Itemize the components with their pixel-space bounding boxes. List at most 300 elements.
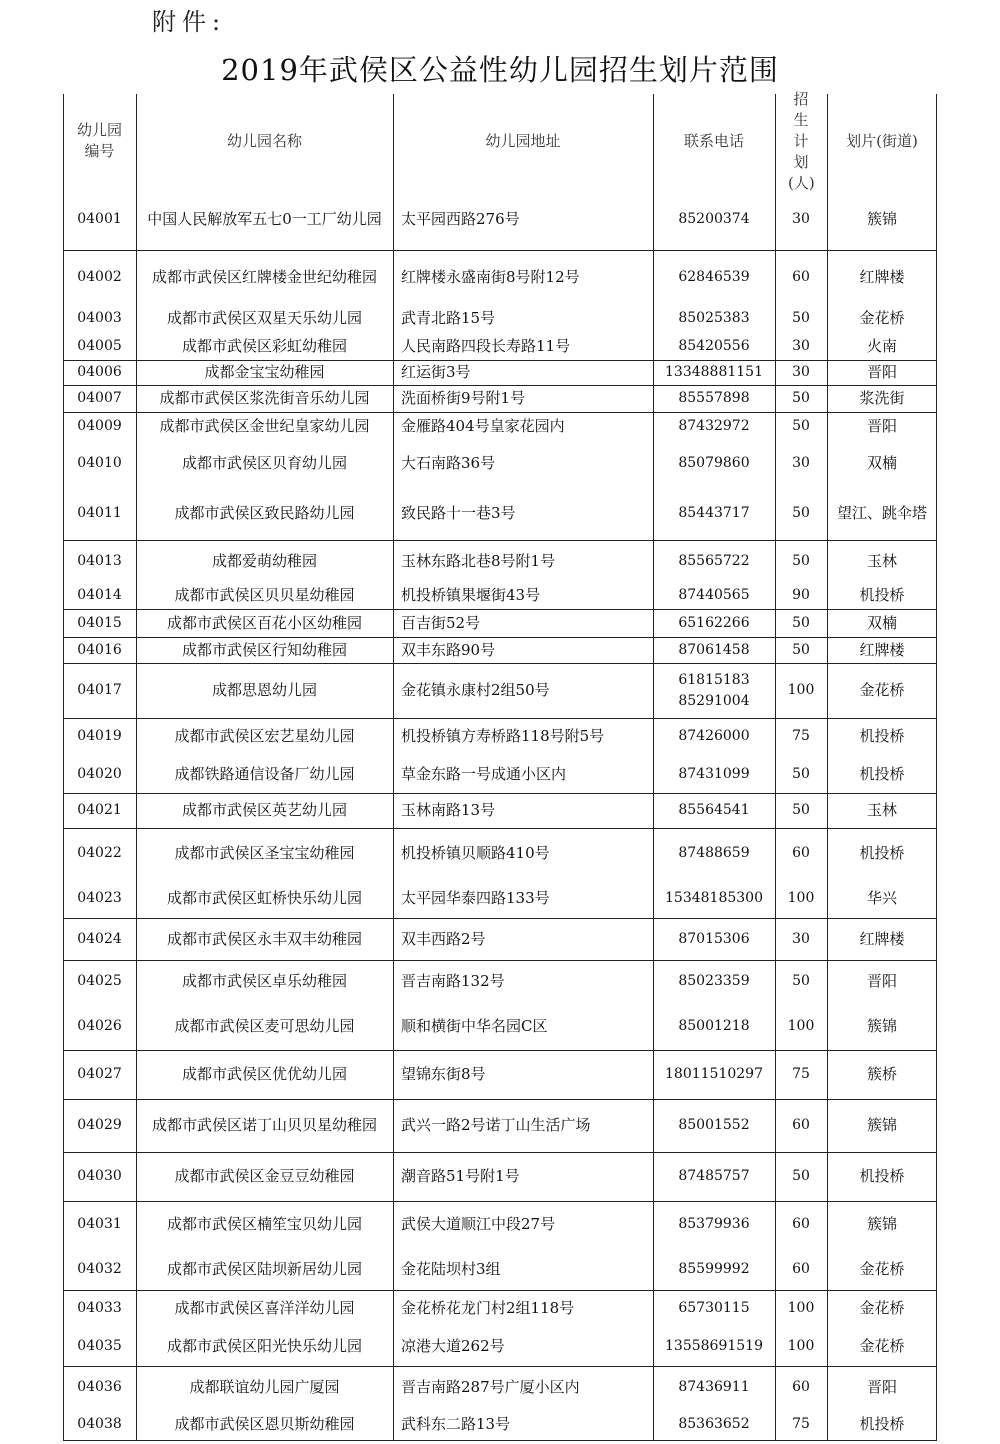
cell-district: [827, 718, 937, 755]
cell-name-text: 成都市武侯区诺丁山贝贝星幼稚园: [151, 1116, 377, 1134]
cell-district: [827, 305, 937, 332]
cell-address: [393, 305, 653, 332]
cell-district-text: 华兴: [866, 888, 897, 907]
cell-district-text: 金花桥: [859, 1259, 905, 1278]
cell-phone: [653, 188, 775, 250]
header-address: [393, 94, 653, 188]
cell-code: [63, 1201, 136, 1248]
cell-district: [827, 385, 937, 412]
cell-name-text: 成都市武侯区行知幼稚园: [181, 640, 347, 659]
cell-address-text: 金花镇永康村2组50号: [401, 681, 550, 699]
cell-name: [136, 487, 393, 540]
cell-plan-text: 30: [792, 364, 810, 380]
cell-district: [827, 1201, 937, 1248]
cell-address-text: 致民路十一巷3号: [401, 504, 516, 522]
cell-phone: [653, 412, 775, 440]
cell-name: [136, 188, 393, 250]
cell-district: [827, 1408, 937, 1440]
cell-district-text: 双楠: [866, 454, 897, 472]
cell-code-text: 04006: [77, 364, 122, 380]
cell-name: [136, 250, 393, 305]
cell-phone: [653, 878, 775, 918]
cell-district-text: 机投桥: [859, 1414, 905, 1433]
cell-code: [63, 637, 136, 663]
cell-name-text: 成都市武侯区红牌楼金世纪幼稚园: [151, 268, 377, 286]
cell-phone-text: 87426000: [678, 728, 750, 744]
cell-phone-text: 65730115: [678, 1300, 750, 1316]
cell-phone-line: 61815183: [678, 671, 750, 688]
attachment-label: 附件:: [152, 8, 227, 36]
cell-plan: [775, 663, 827, 718]
cell-plan-text: 100: [787, 1018, 815, 1034]
cell-name-text: 成都市武侯区陆坝新居幼儿园: [166, 1259, 362, 1278]
cell-code-text: 04020: [77, 765, 122, 782]
cell-name-text: 成都铁路通信设备厂幼儿园: [174, 764, 355, 783]
header-plan-label: 招生计划(人): [788, 89, 815, 192]
cell-name: [136, 1099, 393, 1152]
cell-phone: [653, 718, 775, 755]
cell-plan-text: 50: [792, 310, 810, 326]
cell-phone: [653, 332, 775, 360]
cell-district: [827, 1327, 937, 1366]
cell-plan: [775, 188, 827, 250]
cell-name: [136, 440, 393, 487]
cell-district: [827, 637, 937, 663]
cell-district: [827, 332, 937, 360]
header-phone: [653, 94, 775, 188]
cell-address: [393, 793, 653, 828]
cell-phone-text: 13348881151: [665, 364, 763, 380]
cell-plan: [775, 582, 827, 609]
cell-phone: [653, 1050, 775, 1099]
cell-district: [827, 793, 937, 828]
cell-code-text: 04025: [77, 973, 122, 989]
cell-district: [827, 609, 937, 637]
cell-phone: [653, 793, 775, 828]
cell-address: [393, 250, 653, 305]
cell-address: [393, 360, 653, 385]
cell-code-text: 04010: [77, 455, 122, 471]
cell-name: [136, 1152, 393, 1201]
cell-address: [393, 663, 653, 718]
cell-code-text: 04001: [77, 210, 122, 227]
cell-plan: [775, 540, 827, 582]
cell-plan: [775, 1327, 827, 1366]
cell-plan: [775, 878, 827, 918]
cell-plan: [775, 1248, 827, 1290]
cell-district-text: 红牌楼: [859, 929, 905, 948]
cell-address: [393, 1003, 653, 1050]
cell-name-text: 成都市武侯区贝育幼儿园: [181, 454, 347, 472]
cell-code: [63, 878, 136, 918]
cell-district: [827, 1152, 937, 1201]
cell-code: [63, 188, 136, 250]
cell-plan: [775, 637, 827, 663]
cell-name-text: 成都市武侯区麦可思幼儿园: [174, 1017, 355, 1035]
cell-phone: [653, 487, 775, 540]
cell-phone-text: 85363652: [678, 1415, 750, 1432]
cell-address: [393, 332, 653, 360]
cell-address: [393, 188, 653, 250]
cell-phone-text: 85599992: [678, 1260, 750, 1277]
cell-phone-text: 87431099: [678, 765, 750, 782]
cell-plan: [775, 718, 827, 755]
cell-address-text: 大石南路36号: [401, 454, 496, 472]
cell-code-text: 04029: [77, 1117, 122, 1133]
cell-name-text: 成都爱萌幼稚园: [211, 551, 317, 570]
cell-phone: [653, 1290, 775, 1327]
cell-name: [136, 1248, 393, 1290]
cell-phone: [653, 540, 775, 582]
cell-phone-text: 85564541: [678, 802, 750, 818]
cell-address: [393, 440, 653, 487]
cell-district: [827, 360, 937, 385]
cell-phone: [653, 1327, 775, 1366]
cell-code: [63, 793, 136, 828]
cell-address: [393, 412, 653, 440]
cell-plan: [775, 1003, 827, 1050]
cell-district: [827, 540, 937, 582]
cell-address: [393, 1327, 653, 1366]
cell-name: [136, 1003, 393, 1050]
cell-name: [136, 360, 393, 385]
cell-code: [63, 718, 136, 755]
cell-district-text: 金花桥: [859, 1337, 905, 1355]
cell-district-text: 望江、跳伞塔: [837, 504, 928, 522]
cell-plan-text: 50: [792, 1168, 810, 1184]
cell-code-text: 04023: [77, 889, 122, 906]
cell-phone: [653, 1366, 775, 1408]
cell-district-text: 金花桥: [859, 309, 905, 327]
cell-phone: [653, 582, 775, 609]
cell-name: [136, 718, 393, 755]
cell-plan-text: 50: [792, 765, 810, 782]
header-district-label: 划片(街道): [846, 131, 918, 150]
cell-name: [136, 1366, 393, 1408]
cell-address-text: 机投桥镇贝顺路410号: [401, 843, 550, 862]
cell-name: [136, 637, 393, 663]
cell-phone: [653, 1003, 775, 1050]
cell-plan: [775, 332, 827, 360]
cell-district-text: 玉林: [866, 801, 897, 819]
cell-address: [393, 1248, 653, 1290]
cell-code: [63, 332, 136, 360]
cell-district: [827, 1050, 937, 1099]
cell-district: [827, 1003, 937, 1050]
cell-name-text: 成都思恩幼儿园: [211, 681, 317, 699]
cell-address-text: 晋吉南路287号广厦小区内: [401, 1377, 580, 1396]
cell-district-text: 晋阳: [866, 972, 897, 990]
cell-code: [63, 1248, 136, 1290]
cell-plan: [775, 360, 827, 385]
cell-address: [393, 718, 653, 755]
cell-plan: [775, 305, 827, 332]
cell-district-text: 簇桥: [866, 1065, 897, 1083]
cell-district-text: 红牌楼: [859, 268, 905, 286]
cell-name: [136, 305, 393, 332]
cell-code: [63, 1152, 136, 1201]
cell-address-text: 机投桥镇果堰街43号: [401, 586, 541, 604]
cell-code: [63, 540, 136, 582]
cell-name: [136, 918, 393, 960]
cell-name-text: 成都市武侯区卓乐幼稚园: [181, 972, 347, 990]
cell-plan-text: 30: [792, 337, 810, 354]
cell-district: [827, 412, 937, 440]
cell-phone-text: 85079860: [678, 455, 750, 471]
cell-district-text: 火南: [866, 336, 897, 355]
cell-plan: [775, 828, 827, 878]
cell-code-text: 04014: [77, 587, 122, 603]
cell-address-text: 双丰西路2号: [401, 929, 486, 948]
cell-address: [393, 918, 653, 960]
cell-phone-text: 85420556: [678, 337, 750, 354]
cell-code-text: 04030: [77, 1168, 122, 1184]
cell-district: [827, 582, 937, 609]
cell-code: [63, 582, 136, 609]
cell-district: [827, 188, 937, 250]
cell-name-text: 成都市武侯区浆洗街音乐幼儿园: [159, 389, 370, 407]
cell-code-text: 04035: [77, 1338, 122, 1354]
enrollment-table: [63, 89, 937, 1440]
cell-name-text: 成都市武侯区贝贝星幼稚园: [174, 586, 355, 604]
cell-plan-text: 60: [792, 1117, 810, 1133]
cell-code-text: 04007: [77, 390, 122, 406]
cell-name: [136, 793, 393, 828]
cell-name: [136, 878, 393, 918]
cell-phone-text: 85023359: [678, 973, 750, 989]
cell-phone-text: 85025383: [678, 310, 750, 326]
cell-address-text: 金花桥花龙门村2组118号: [401, 1299, 575, 1317]
cell-district: [827, 878, 937, 918]
cell-address: [393, 1152, 653, 1201]
cell-district-text: 机投桥: [859, 843, 905, 862]
cell-name: [136, 332, 393, 360]
cell-address: [393, 582, 653, 609]
cell-name-text: 成都市武侯区英艺幼儿园: [181, 801, 347, 819]
cell-phone-line: 85291004: [678, 692, 750, 709]
cell-address-text: 武青北路15号: [401, 309, 496, 327]
cell-code: [63, 755, 136, 793]
cell-district: [827, 663, 937, 718]
cell-phone: [653, 360, 775, 385]
cell-name: [136, 1201, 393, 1248]
cell-address-text: 草金东路一号成通小区内: [401, 764, 567, 783]
cell-phone-text: 18011510297: [665, 1066, 763, 1082]
cell-phone-text: 65162266: [678, 614, 750, 631]
cell-address: [393, 487, 653, 540]
cell-plan: [775, 1290, 827, 1327]
cell-plan-text: 30: [792, 930, 810, 947]
cell-address: [393, 1366, 653, 1408]
cell-phone: [653, 637, 775, 663]
page-title: 2019年武侯区公益性幼儿园招生划片范围: [221, 53, 779, 87]
cell-code-text: 04036: [77, 1378, 122, 1395]
header-name-label: 幼儿园名称: [226, 131, 302, 150]
cell-district-text: 金花桥: [859, 681, 905, 699]
cell-name-text: 成都市武侯区致民路幼儿园: [174, 504, 355, 522]
cell-address-text: 金雁路404号皇家花园内: [401, 416, 565, 435]
cell-address: [393, 1290, 653, 1327]
cell-code-text: 04031: [77, 1216, 122, 1232]
cell-code-text: 04024: [77, 930, 122, 947]
header-name: [136, 94, 393, 188]
cell-phone: [653, 609, 775, 637]
cell-plan: [775, 1099, 827, 1152]
cell-phone: [653, 385, 775, 412]
cell-phone: [653, 1408, 775, 1440]
cell-code: [63, 305, 136, 332]
cell-address-text: 机投桥镇方寿桥路118号附5号: [401, 727, 605, 745]
cell-district-text: 玉林: [866, 551, 897, 570]
cell-district-text: 机投桥: [859, 764, 905, 783]
cell-name-text: 成都市武侯区优优幼儿园: [181, 1065, 347, 1083]
cell-address: [393, 828, 653, 878]
cell-district-text: 簇锦: [866, 1116, 897, 1134]
cell-code: [63, 1366, 136, 1408]
cell-phone: [653, 1201, 775, 1248]
cell-code: [63, 360, 136, 385]
cell-code: [63, 1408, 136, 1440]
cell-name: [136, 540, 393, 582]
cell-code: [63, 440, 136, 487]
cell-code-text: 04015: [77, 614, 122, 631]
cell-district: [827, 1366, 937, 1408]
cell-district: [827, 828, 937, 878]
cell-code: [63, 385, 136, 412]
cell-name: [136, 1408, 393, 1440]
cell-code-text: 04022: [77, 844, 122, 861]
cell-phone: [653, 305, 775, 332]
cell-address-text: 武侯大道顺江中段27号: [401, 1215, 556, 1233]
cell-address-text: 红牌楼永盛南街8号附12号: [401, 268, 580, 286]
cell-name-text: 成都联谊幼儿园广厦园: [189, 1377, 340, 1396]
cell-code-text: 04003: [77, 310, 122, 326]
cell-name-text: 成都市武侯区双星天乐幼儿园: [166, 309, 362, 327]
cell-plan-text: 60: [792, 1216, 810, 1232]
cell-district: [827, 1290, 937, 1327]
cell-name: [136, 582, 393, 609]
cell-name: [136, 1290, 393, 1327]
cell-phone-text: 87015306: [678, 930, 750, 947]
cell-phone-text: 87432972: [678, 417, 750, 434]
cell-district-text: 双楠: [866, 613, 897, 632]
cell-address: [393, 609, 653, 637]
cell-code-text: 04017: [77, 682, 122, 698]
cell-address-text: 红运街3号: [401, 363, 471, 381]
cell-code-text: 04019: [77, 728, 122, 744]
cell-address-text: 金花陆坝村3组: [401, 1259, 501, 1278]
cell-address-text: 太平园西路276号: [401, 209, 520, 228]
header-district: [827, 94, 937, 188]
cell-name: [136, 609, 393, 637]
cell-phone: [653, 440, 775, 487]
cell-name-text: 成都市武侯区永丰双丰幼稚园: [166, 929, 362, 948]
header-code: [63, 94, 136, 188]
cell-name-text: 成都市武侯区虹桥快乐幼儿园: [166, 888, 362, 907]
cell-phone-text: 87485757: [678, 1168, 750, 1184]
cell-phone-text: 85200374: [678, 210, 750, 227]
cell-name: [136, 960, 393, 1003]
cell-code-text: 04009: [77, 417, 122, 434]
cell-name-text: 成都市武侯区金世纪皇家幼儿园: [159, 416, 370, 435]
cell-phone: [653, 960, 775, 1003]
cell-address-text: 百吉街52号: [401, 613, 481, 632]
cell-address-text: 晋吉南路132号: [401, 972, 505, 990]
cell-plan: [775, 1201, 827, 1248]
cell-address: [393, 1201, 653, 1248]
cell-phone: [653, 918, 775, 960]
cell-plan: [775, 1050, 827, 1099]
cell-name-text: 成都市武侯区圣宝宝幼稚园: [174, 843, 355, 862]
cell-name: [136, 1327, 393, 1366]
cell-plan: [775, 609, 827, 637]
cell-plan: [775, 412, 827, 440]
cell-name: [136, 412, 393, 440]
cell-plan: [775, 793, 827, 828]
cell-plan: [775, 440, 827, 487]
cell-address: [393, 960, 653, 1003]
cell-plan-text: 50: [792, 505, 810, 521]
cell-code-text: 04038: [77, 1415, 122, 1432]
cell-district-text: 晋阳: [866, 1377, 897, 1396]
cell-phone-text: 85379936: [678, 1216, 750, 1232]
cell-code-text: 04032: [77, 1260, 122, 1277]
cell-plan-text: 50: [792, 390, 810, 406]
cell-address: [393, 1408, 653, 1440]
cell-address-text: 望锦东街8号: [401, 1065, 486, 1083]
header-code-label: 幼儿园编号: [76, 121, 122, 160]
cell-district-text: 机投桥: [859, 586, 905, 604]
cell-code-text: 04013: [77, 552, 122, 569]
cell-name-text: 成都市武侯区彩虹幼稚园: [181, 336, 347, 355]
cell-plan-text: 60: [792, 844, 810, 861]
cell-code-text: 04002: [77, 269, 122, 285]
cell-code-text: 04005: [77, 337, 122, 354]
cell-name: [136, 828, 393, 878]
cell-address-text: 武兴一路2号诺丁山生活广场: [401, 1116, 591, 1134]
cell-plan: [775, 385, 827, 412]
cell-code: [63, 828, 136, 878]
cell-plan-text: 60: [792, 1378, 810, 1395]
cell-district-text: 簇锦: [866, 209, 897, 228]
cell-code: [63, 1099, 136, 1152]
cell-plan-text: 50: [792, 417, 810, 434]
cell-address: [393, 1099, 653, 1152]
cell-name: [136, 663, 393, 718]
cell-address: [393, 540, 653, 582]
cell-district-text: 簇锦: [866, 1017, 897, 1035]
cell-district-text: 簇锦: [866, 1215, 897, 1233]
cell-name-text: 成都市武侯区阳光快乐幼儿园: [166, 1337, 362, 1355]
cell-phone-text: 87440565: [678, 587, 750, 603]
cell-address: [393, 1050, 653, 1099]
cell-plan: [775, 960, 827, 1003]
cell-plan-text: 75: [792, 1415, 810, 1432]
cell-district-text: 机投桥: [859, 727, 905, 745]
cell-plan-text: 30: [792, 210, 810, 227]
cell-district: [827, 440, 937, 487]
cell-district: [827, 1099, 937, 1152]
cell-phone-text: 87436911: [678, 1378, 750, 1395]
cell-code: [63, 487, 136, 540]
cell-name: [136, 1050, 393, 1099]
cell-name-text: 成都市武侯区百花小区幼稚园: [166, 613, 362, 632]
cell-address: [393, 878, 653, 918]
cell-code: [63, 960, 136, 1003]
cell-district: [827, 960, 937, 1003]
cell-phone-text: 85443717: [678, 505, 750, 521]
cell-plan-text: 30: [792, 455, 810, 471]
